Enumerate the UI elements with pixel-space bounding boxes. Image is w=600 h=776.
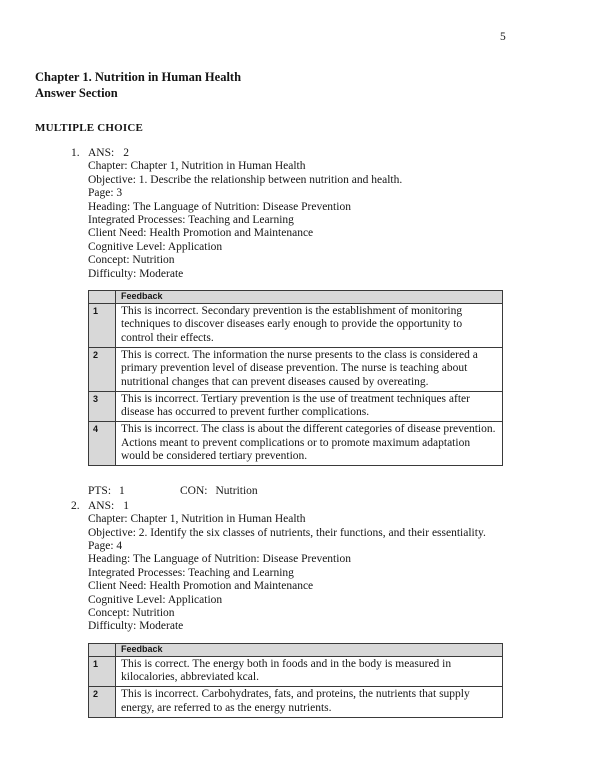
page-number: 5 <box>500 31 506 43</box>
feedback-header-cell: Feedback <box>116 643 503 656</box>
feedback-corner-cell <box>89 643 116 656</box>
question-1-chapter: Chapter: Chapter 1, Nutrition in Human Health <box>88 160 306 173</box>
feedback-row-number: 2 <box>89 347 116 391</box>
question-2-difficulty: Difficulty: Moderate <box>88 620 184 633</box>
question-2-heading: Heading: The Language of Nutrition: Disease Prevention <box>88 553 351 566</box>
question-1-page: Page: 3 <box>88 187 123 200</box>
question-1-cognitive-level: Cognitive Level: Application <box>88 240 223 253</box>
con-pair <box>180 485 258 498</box>
table-row <box>89 422 503 466</box>
question-2-cognitive-level: Cognitive Level: Application <box>88 593 223 606</box>
feedback-row-number: 3 <box>89 391 116 422</box>
feedback-row-number: 4 <box>89 422 116 466</box>
pts-pair <box>88 485 180 498</box>
table-row <box>89 304 503 348</box>
pts-value: 1 <box>119 485 125 498</box>
table-row <box>89 656 503 687</box>
feedback-corner-cell <box>89 291 116 304</box>
con-label: CON: <box>180 485 208 498</box>
question-1 <box>35 147 565 466</box>
question-1-number: 1. <box>71 147 80 159</box>
question-2-page: Page: 4 <box>88 539 123 552</box>
question-2-answer-line <box>88 500 565 513</box>
feedback-header-cell: Feedback <box>116 291 503 304</box>
question-2-objective: Objective: 2. Identify the six classes of nutrients, their functions, and their essentiality. <box>88 526 486 539</box>
feedback-row-number: 1 <box>89 304 116 348</box>
table-row <box>89 687 503 718</box>
feedback-row-text: This is correct. The energy both in foods and in the body is measured in kilocalories, abbreviated kcal. <box>116 656 503 687</box>
question-2-feedback-table <box>88 643 503 718</box>
table-row <box>89 391 503 422</box>
table-row <box>89 347 503 391</box>
feedback-row-number: 2 <box>89 687 116 718</box>
feedback-row-text: This is incorrect. The class is about the different categories of disease prevention. Actions meant to prevent complications or to promote maximum adaptation would be considered tertiary prevention. <box>116 422 503 466</box>
ans-value: 1 <box>123 499 129 512</box>
question-1-objective: Objective: 1. Describe the relationship between nutrition and health. <box>88 173 403 186</box>
ans-label: ANS: <box>88 499 115 512</box>
feedback-row-text: This is correct. The information the nurse presents to the class is considered a primary prevention level of disease prevention. The nurse is teaching about nutritional changes that can prevent diseases caused by overeating. <box>116 347 503 391</box>
feedback-row-text: This is incorrect. Carbohydrates, fats, and proteins, the nutrients that supply energy, are referred to as the energy nutrients. <box>116 687 503 718</box>
question-1-client-need: Client Need: Health Promotion and Maintenance <box>88 227 314 240</box>
ans-value: 2 <box>123 147 129 159</box>
chapter-title: Chapter 1. Nutrition in Human Health <box>35 70 242 84</box>
con-value: Nutrition <box>215 485 258 498</box>
question-1-points-line <box>35 485 565 498</box>
ans-label: ANS: <box>88 147 115 159</box>
question-1-difficulty: Difficulty: Moderate <box>88 267 184 280</box>
question-2-concept: Concept: Nutrition <box>88 606 175 619</box>
answer-section-heading: Answer Section <box>35 85 118 100</box>
question-1-feedback-table <box>88 290 503 466</box>
multiple-choice-heading: MULTIPLE CHOICE <box>35 122 144 134</box>
feedback-header-row <box>89 291 503 304</box>
question-2 <box>35 500 565 718</box>
question-1-integrated-processes: Integrated Processes: Teaching and Learning <box>88 214 294 227</box>
pts-label: PTS: <box>88 485 112 498</box>
feedback-row-text: This is incorrect. Tertiary prevention is the use of treatment techniques after disease has occurred to prevent further complications. <box>116 391 503 422</box>
question-1-heading: Heading: The Language of Nutrition: Disease Prevention <box>88 200 351 213</box>
question-1-answer-line <box>88 147 565 160</box>
question-2-number: 2. <box>71 499 80 512</box>
question-2-chapter: Chapter: Chapter 1, Nutrition in Human Health <box>88 513 306 526</box>
feedback-row-text: This is incorrect. Secondary prevention is the establishment of monitoring techniques to discover diseases early enough to provide the opportunity to control their effects. <box>116 304 503 348</box>
question-2-integrated-processes: Integrated Processes: Teaching and Learning <box>88 566 294 579</box>
question-1-concept: Concept: Nutrition <box>88 254 175 267</box>
question-2-client-need: Client Need: Health Promotion and Maintenance <box>88 580 314 593</box>
feedback-row-number: 1 <box>89 656 116 687</box>
feedback-header-row <box>89 643 503 656</box>
